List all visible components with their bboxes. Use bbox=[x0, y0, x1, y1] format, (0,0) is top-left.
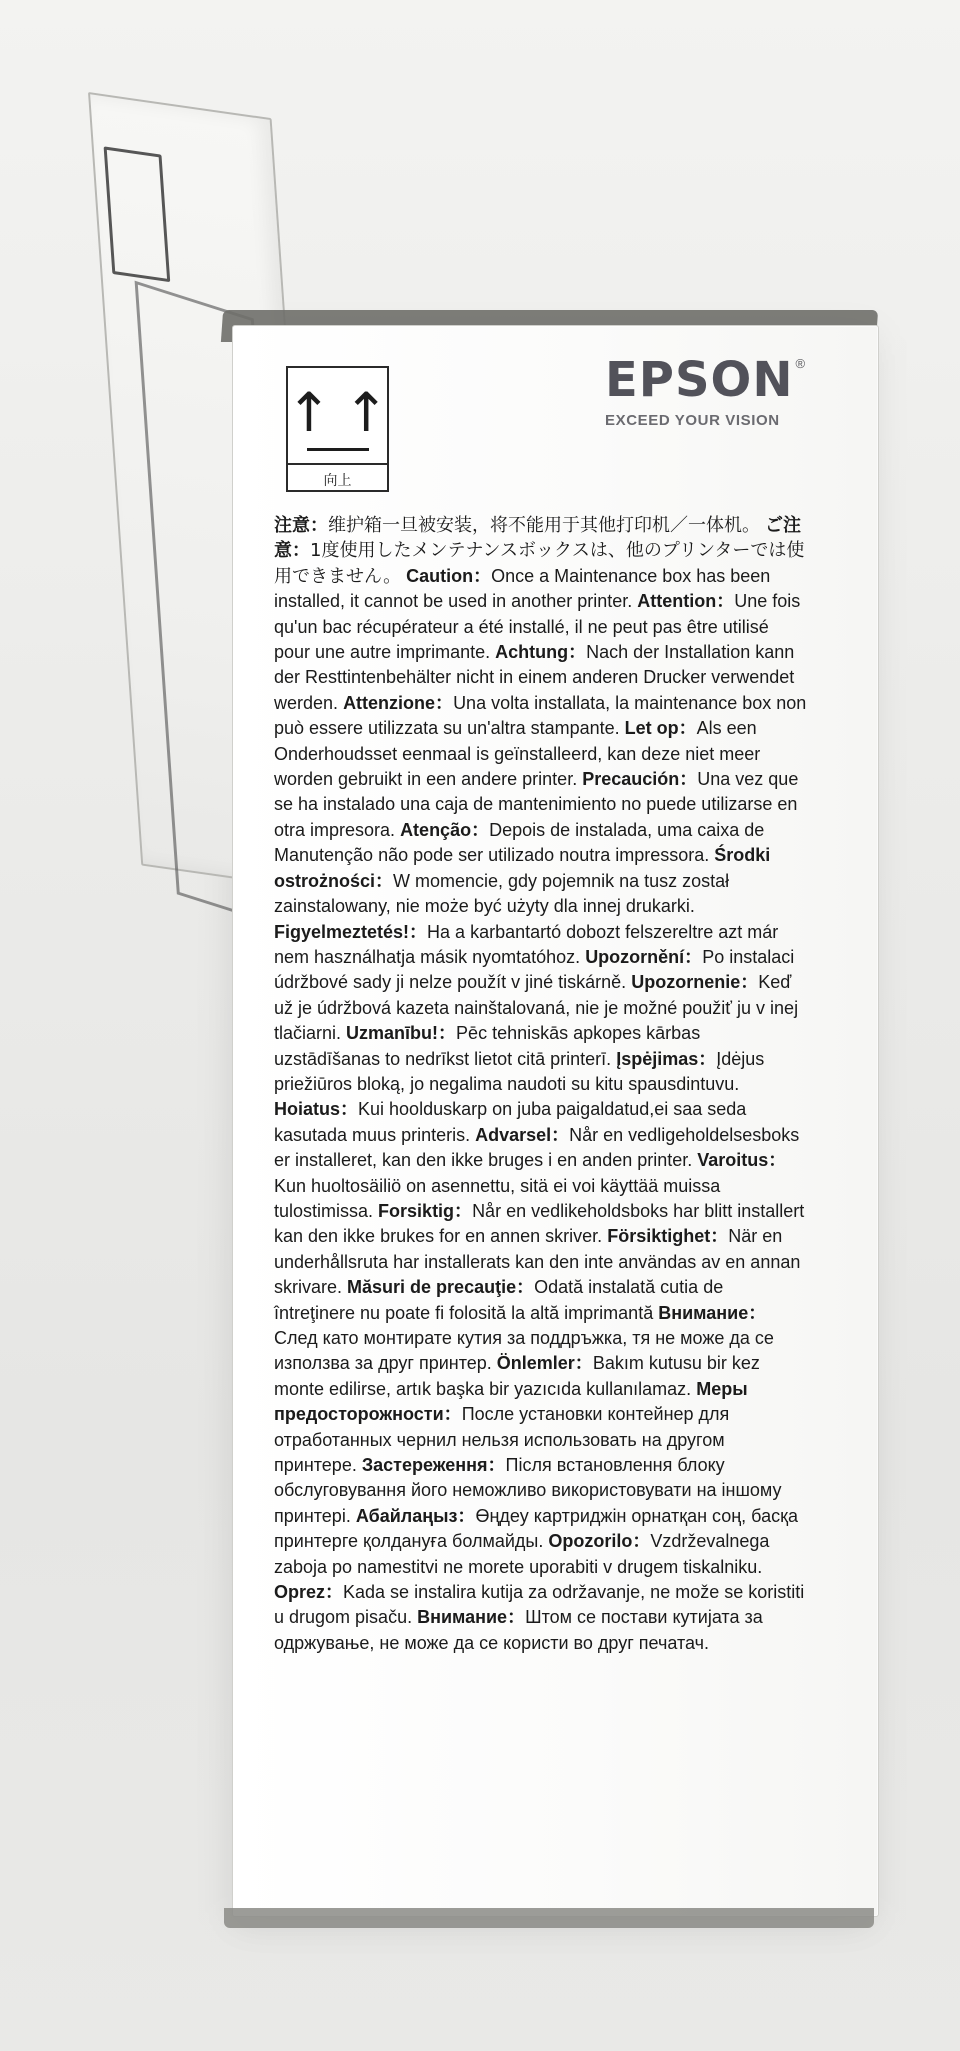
notice-label: Achtung： bbox=[495, 642, 587, 663]
notice-text: Після встановлення блоку обслуговування його неможливо використовувати на іншому принтері. bbox=[274, 1455, 787, 1526]
notice-text: После установки контейнер для отработанных чернил нельзя использовать на другом принтере. bbox=[274, 1404, 735, 1476]
notice-text: När en underhållsruta har installerats kan den inte användas av en annan skrivare. bbox=[274, 1226, 806, 1298]
notice-label: Önlemler： bbox=[496, 1353, 593, 1374]
notice-label: Attenzione： bbox=[343, 692, 454, 713]
this-way-up-icon bbox=[288, 374, 387, 452]
up-caption: 向上 bbox=[323, 473, 352, 489]
notice-text: Po instalaci údržbové sady ji nelze použít v jiné tiskárně. bbox=[274, 946, 800, 993]
notice-label: Upozornění： bbox=[585, 946, 703, 967]
notice-label: ご注意： bbox=[274, 515, 802, 562]
epson-logo bbox=[605, 352, 835, 429]
notice-text: Штом се постави кутијата за одржување, не може да се користи во друг печатач. bbox=[274, 1607, 768, 1653]
box-bottom-edge bbox=[224, 1908, 874, 1928]
notice-label: Advarsel： bbox=[475, 1124, 570, 1145]
notice-text: Una volta installata, la maintenance box non può essere utilizzata su un'altra stampante. bbox=[274, 692, 812, 739]
notice-label: Uzmanību!： bbox=[346, 1023, 457, 1044]
notice-label: Upozornenie： bbox=[631, 972, 759, 993]
this-way-up-symbol bbox=[286, 366, 389, 492]
registered-mark: ® bbox=[795, 356, 806, 371]
notice-label: Attention： bbox=[637, 591, 735, 612]
brand-tagline: EXCEED YOUR VISION bbox=[605, 412, 780, 429]
notice-text: Una vez que se ha instalado una caja de mantenimiento no puede utilizarse en otra impresora. bbox=[274, 769, 804, 840]
notice-label: Varoitus： bbox=[697, 1150, 787, 1171]
symbol-divider bbox=[288, 463, 387, 465]
notice-text: 1度使用したメンテナンスボックスは、他のプリンターでは使用できません。 bbox=[274, 540, 805, 587]
notice-label: Внимание： bbox=[417, 1607, 526, 1628]
notice-label: Opozorilo： bbox=[548, 1531, 651, 1552]
notice-text: Ha a karbantartó dobozt felszereltre azt már nem használhatja másik nyomtatóhoz. bbox=[274, 921, 784, 967]
brand-name: EPSON bbox=[605, 352, 794, 408]
up-arrow-baseline bbox=[307, 448, 369, 451]
notice-label: Oprez： bbox=[274, 1582, 344, 1603]
notice-text: Vzdrževalnega zaboja po namestitvi ne morete uporabiti v drugem tiskalniku. bbox=[274, 1531, 775, 1577]
notice-text: Pēc tehniskās apkopes kārbas uzstādīšanas to nedrīkst lietot citā printerī. bbox=[274, 1023, 706, 1069]
notice-label: Atenção： bbox=[400, 819, 490, 840]
notice-label: Внимание： bbox=[658, 1302, 767, 1323]
notice-label: Застереження： bbox=[361, 1455, 506, 1476]
notice-text: W momencie, gdy pojemnik na tusz został zainstalowany, nie może być użyty dla innej drukarki. bbox=[274, 870, 735, 917]
notice-label: Forsiktig： bbox=[378, 1200, 473, 1221]
up-arrow-left: ↑ bbox=[286, 381, 332, 445]
notice-text: Når en vedligeholdelsesboks er installeret, kan den ikke bruges i en anden printer. bbox=[274, 1124, 805, 1171]
notice-text: Once a Maintenance box has been installed, it cannot be used in another printer. bbox=[274, 565, 776, 612]
notice-text: Depois de instalada, uma caixa de Manutenção não pode ser utilizado noutra impressora. bbox=[274, 819, 770, 866]
notice-text: Įdėjus priežiūros bloką, jo negalima naudoti su kitu spausdintuvu. bbox=[274, 1048, 770, 1094]
notice-text: Une fois qu'un bac récupérateur a été installé, il ne peut pas être utilisé pour une autre imprimante. bbox=[274, 591, 806, 663]
notice-label: 注意： bbox=[274, 515, 328, 536]
notice-label: Hoiatus： bbox=[274, 1099, 359, 1120]
notice-label: Абайлаңыз： bbox=[355, 1505, 476, 1526]
notice-text: Nach der Installation kann der Resttintenbehälter nicht in einem anderen Drucker verwendet werden. bbox=[274, 642, 800, 713]
notice-label: Środki ostrożności： bbox=[274, 845, 776, 891]
up-arrow-right: ↑ bbox=[343, 381, 389, 445]
notice-label: Măsuri de precauţie： bbox=[347, 1277, 535, 1298]
notice-label: Försiktighet： bbox=[607, 1226, 729, 1247]
notice-label: Įspėjimas： bbox=[616, 1048, 717, 1069]
notice-text: Når en vedlikeholdsboks har blitt installert kan den ikke brukes for en annen skriver. bbox=[274, 1200, 810, 1247]
notice-label: Меры предосторожности： bbox=[274, 1378, 753, 1425]
multilingual-notice-text bbox=[274, 513, 812, 1859]
notice-label: Caution： bbox=[406, 565, 492, 586]
notice-text: Als een Onderhoudsset eenmaal is geïnstalleerd, kan deze niet meer worden gebruikt in een andere printer. bbox=[274, 718, 766, 790]
notice-text: Өңдеу картриджін орнатқан соң, басқа принтерге қолдануға болмайды. bbox=[274, 1505, 803, 1552]
notice-label: Precaución： bbox=[582, 769, 698, 790]
notice-text: 维护箱一旦被安装，将不能用于其他打印机／一体机。 bbox=[328, 515, 760, 536]
notice-text: Odată instalată cutia de întreţinere nu poate fi folosită la altă imprimantă bbox=[274, 1277, 729, 1323]
notice-label: Let op： bbox=[624, 718, 697, 739]
notice-text: След като монтирате кутия за поддръжка, тя не може да се използва за друг принтер. bbox=[274, 1328, 779, 1374]
notice-text: Kun huoltosäiliö on asennettu, sitä ei voi käyttää muissa tulostimissa. bbox=[274, 1175, 726, 1221]
notice-label: Figyelmeztetés!： bbox=[274, 921, 428, 942]
notice-text: Keď už je údržbová kazeta nainštalovaná, nie je možné použiť ju v inej tlačiarni. bbox=[274, 972, 804, 1044]
notice-text: Kui hoolduskarp on juba paigaldatud,ei saa seda kasutada muus printeris. bbox=[274, 1099, 752, 1145]
notice-segment bbox=[274, 515, 760, 535]
notice-text: Kada se instalira kutija za održavanje, ne može se koristiti u drugom pisaču. bbox=[274, 1582, 810, 1628]
notice-text: Bakım kutusu bir kez monte edilirse, artık başka bir yazıcıda kullanılamaz. bbox=[274, 1353, 765, 1399]
